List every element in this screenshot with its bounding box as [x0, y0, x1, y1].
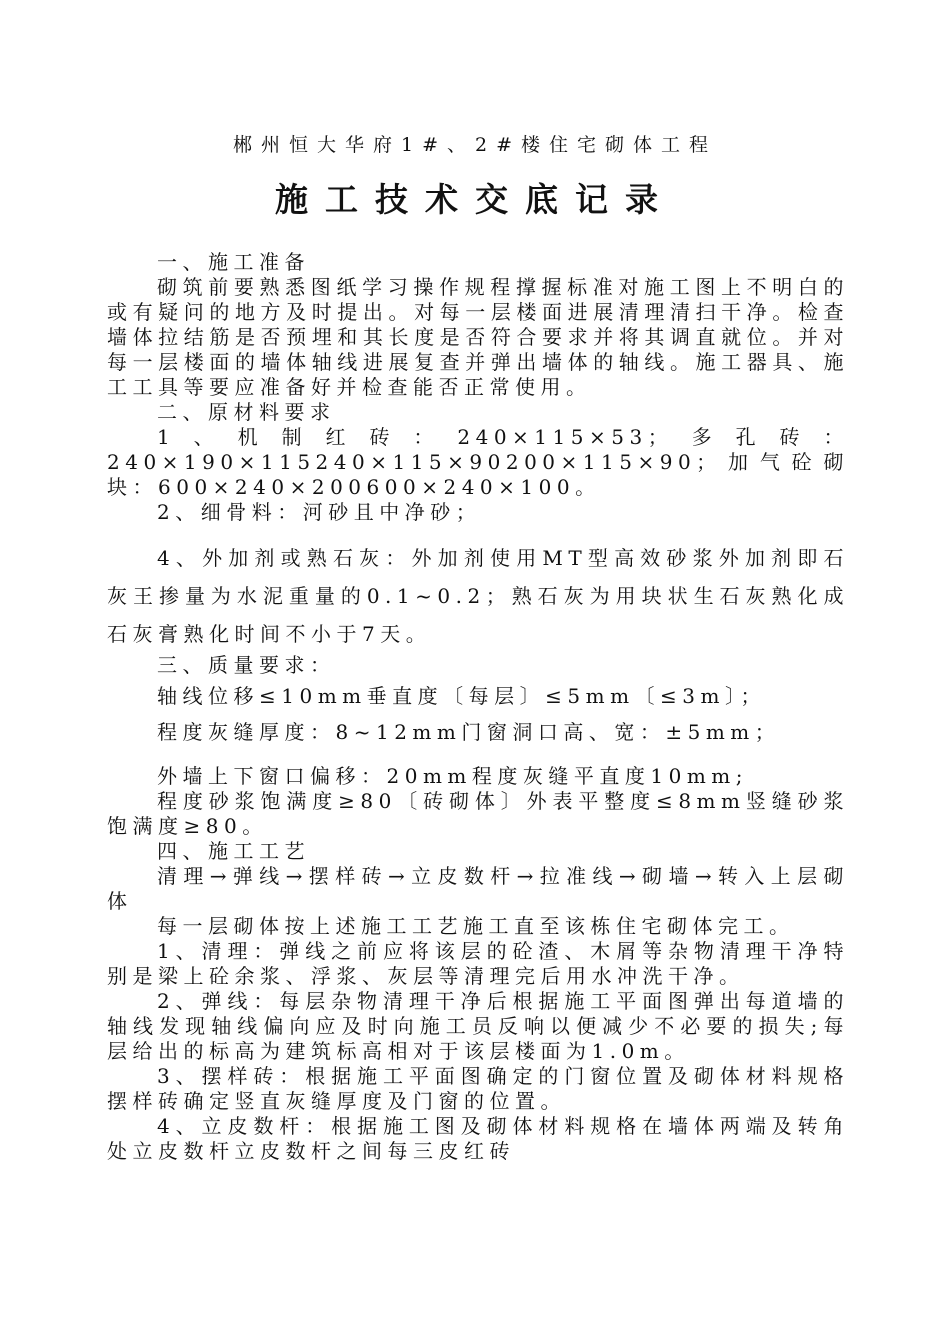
quality-item-joint-thickness: 程度灰缝厚度：8~12mm门窗洞口高、宽：±5mm；: [157, 720, 781, 744]
document-title: 施工技术交底记录: [275, 180, 675, 219]
section-heading-preparation: 一、施工准备: [157, 250, 310, 274]
paragraph-material-aggregate: 2、细骨料：河砂且中净砂；: [157, 500, 482, 524]
paragraph-material-additive: 4、外加剂或熟石灰：外加剂使用MT型高效砂浆外加剂即石灰王掺量为水泥重量的0.1~0.2；熟石灰为用块状生石灰熟化成石灰膏熟化时间不小于7天。: [107, 546, 849, 646]
process-step-line: 2、弹线：每层杂物清理干净后根据施工平面图弹出每道墙的轴线发现轴线偏向应及时向施工员反响以便减少不必要的损失;每层给出的标高为建筑标高相对于该层楼面为1.0m。: [107, 989, 849, 1063]
document-body: [107, 250, 849, 1164]
quality-item-axis: 轴线位移≤10mm垂直度〔每层〕≤5mm〔≤3m〕；: [157, 684, 766, 708]
section-heading-process: 四、施工工艺: [157, 839, 310, 863]
quality-item-mortar-fullness: 程度砂浆饱满度≥80〔砖砌体〕外表平整度≤8mm竖缝砂浆饱满度≥80。: [107, 789, 849, 838]
process-flow: 清理→弹线→摆样砖→立皮数杆→拉准线→砌墙→转入上层砌体: [107, 864, 849, 913]
process-step-sample-brick: 3、摆样砖：根据施工平面图确定的门窗位置及砌体材料规格摆样砖确定竖直灰缝厚度及门窗的位置。: [107, 1064, 849, 1113]
section-heading-materials: 二、原材料要求: [157, 400, 336, 424]
paragraph-preparation: 砌筑前要熟悉图纸学习操作规程撑握标准对施工图上不明白的或有疑问的地方及时提出。对每一层楼面进展清理清扫干净。检查墙体拉结筋是否预埋和其长度是否符合要求并将其调直就位。并对每一层楼面的墙体轴线进展复查并弹出墙体的轴线。施工器具、施工工具等要应准备好并检查能否正常使用。: [107, 275, 849, 399]
process-step-story-pole: 4、立皮数杆：根据施工图及砌体材料规格在墙体两端及转角处立皮数杆立皮数杆之间每三皮红砖: [107, 1114, 849, 1163]
process-flow-note: 每一层砌体按上述施工工艺施工直至该栋住宅砌体完工。: [157, 914, 795, 938]
quality-item-window-offset: 外墙上下窗口偏移：20mm程度灰缝平直度10mm;: [157, 764, 748, 788]
section-heading-quality: 三、质量要求：: [157, 653, 336, 677]
process-step-clean: 1、清理：弹线之前应将该层的砼渣、木屑等杂物清理干净特别是梁上砼余浆、浮浆、灰层等清理完后用水冲洗干净。: [107, 939, 849, 988]
paragraph-material-bricks: 1、机制红砖：240×115×53；多孔砖：240×190×115240×115×90200×115×90；加气砼砌块：600×240×200600×240×100。: [107, 425, 849, 499]
document-subtitle: 郴州恒大华府1#、2#楼住宅砌体工程: [232, 134, 718, 156]
